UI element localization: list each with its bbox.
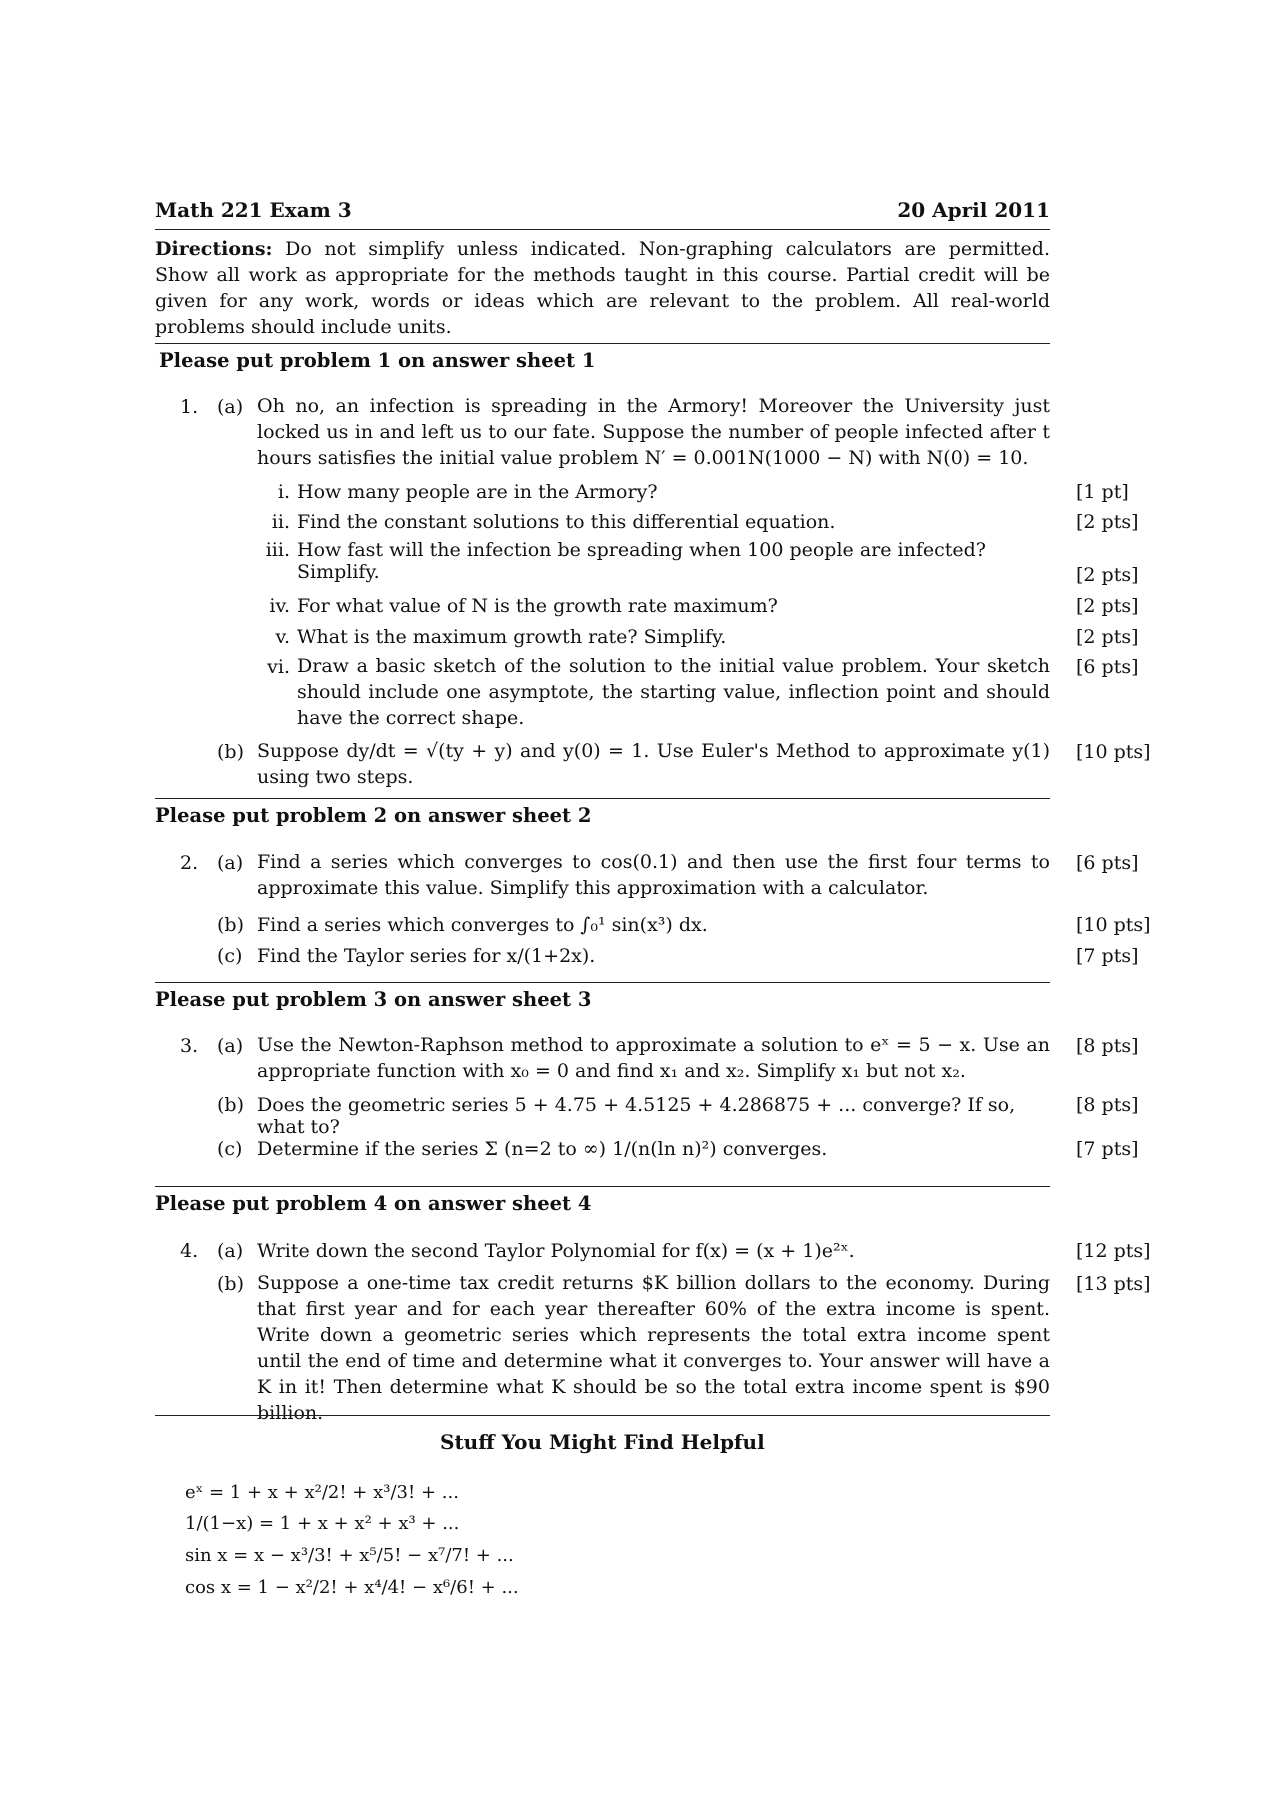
problem-1a-iii-text: How fast will the infection be spreading when 100 people are infected? Simplify. <box>297 539 986 583</box>
problem-4a-label: (a) <box>217 1240 244 1262</box>
section-rule-3 <box>155 982 1050 983</box>
problem-3c-text: Determine if the series Σ (n=2 to ∞) 1/(n(ln n)²) converges. <box>257 1138 828 1160</box>
problem-2a-points: [6 pts] <box>1076 852 1139 874</box>
directions-text: Do not simplify unless indicated. Non-graphing calculators are permitted. Show all work as appropriate for the methods taught in this course. Partial credit will be given for any work, words or ideas which are relevant to the problem. All real-world problems should include units. <box>155 238 1050 338</box>
problem-3b-label: (b) <box>217 1094 244 1116</box>
problem-1a-vi-points: [6 pts] <box>1076 656 1139 678</box>
problem-1b-points: [10 pts] <box>1076 741 1151 763</box>
section-rule-4 <box>155 1186 1050 1187</box>
problem-1a-iii-label: iii. <box>265 539 290 561</box>
header-rule <box>155 229 1050 230</box>
problem-2c-text: Find the Taylor series for x/(1+2x). <box>257 945 596 967</box>
formula-geometric: 1/(1−x) = 1 + x + x² + x³ + ... <box>185 1513 460 1534</box>
problem-2b-points: [10 pts] <box>1076 914 1151 936</box>
helpful-rule <box>155 1415 1050 1416</box>
section-heading-2: Please put problem 2 on answer sheet 2 <box>155 804 592 827</box>
helpful-title: Stuff You Might Find Helpful <box>440 1430 765 1454</box>
problem-4a-points: [12 pts] <box>1076 1240 1151 1262</box>
exam-title: Math 221 Exam 3 <box>155 198 352 222</box>
problem-4b-points: [13 pts] <box>1076 1273 1151 1295</box>
problem-1-number: 1. <box>180 396 199 418</box>
section-heading-4: Please put problem 4 on answer sheet 4 <box>155 1192 592 1215</box>
directions <box>155 236 1050 340</box>
problem-3b-text: Does the geometric series 5 + 4.75 + 4.5125 + 4.286875 + ... converge? If so, what to? <box>257 1094 1016 1138</box>
formula-exp: eˣ = 1 + x + x²/2! + x³/3! + ... <box>185 1482 459 1503</box>
problem-1a-v-text: What is the maximum growth rate? Simplify. <box>297 626 727 648</box>
problem-1a-text: Oh no, an infection is spreading in the Armory! Moreover the University just locked us in and left us to our fate. Suppose the number of people infected after t hours satisfies the initial value problem N′ = 0.001N(1000 − N) with N(0) = 10. <box>257 395 1050 469</box>
problem-3c-label: (c) <box>217 1138 243 1160</box>
problem-2-number: 2. <box>180 852 199 874</box>
problem-2c-points: [7 pts] <box>1076 945 1139 967</box>
problem-1a-ii-text: Find the constant solutions to this differential equation. <box>297 511 836 533</box>
problem-1a-ii-label: ii. <box>271 511 290 533</box>
problem-1a-i-points: [1 pt] <box>1076 481 1129 503</box>
problem-4a-text: Write down the second Taylor Polynomial for f(x) = (x + 1)e²ˣ. <box>257 1240 855 1262</box>
problem-1a-vi-label: vi. <box>267 656 290 678</box>
problem-3b-points: [8 pts] <box>1076 1094 1139 1116</box>
problem-1b-text: Suppose dy/dt = √(ty + y) and y(0) = 1. Use Euler's Method to approximate y(1) using two steps. <box>257 740 1050 788</box>
problem-1a-vi-text: Draw a basic sketch of the solution to the initial value problem. Your sketch should include one asymptote, the starting value, inflection point and should have the correct shape. <box>297 655 1050 729</box>
problem-1a-v-points: [2 pts] <box>1076 626 1139 648</box>
problem-1a-iv-label: iv. <box>269 595 290 617</box>
section-rule-2 <box>155 798 1050 799</box>
problem-1a-i-label: i. <box>277 481 290 503</box>
problem-2c-label: (c) <box>217 945 243 967</box>
problem-3a-text: Use the Newton-Raphson method to approximate a solution to eˣ = 5 − x. Use an appropriate function with x₀ = 0 and find x₁ and x₂. Simplify x₁ but not x₂. <box>257 1034 1050 1082</box>
problem-1a-i-text: How many people are in the Armory? <box>297 481 658 503</box>
section-rule-1 <box>155 343 1050 344</box>
problem-4b-label: (b) <box>217 1273 244 1295</box>
problem-1a-v-label: v. <box>275 626 290 648</box>
problem-4-number: 4. <box>180 1240 199 1262</box>
exam-date: 20 April 2011 <box>897 198 1050 222</box>
section-heading-3: Please put problem 3 on answer sheet 3 <box>155 988 592 1011</box>
formula-cos: cos x = 1 − x²/2! + x⁴/4! − x⁶/6! + ... <box>185 1577 519 1598</box>
problem-1b-label: (b) <box>217 741 244 763</box>
problem-3c-points: [7 pts] <box>1076 1138 1139 1160</box>
problem-1a-ii-points: [2 pts] <box>1076 511 1139 533</box>
problem-4b-text: Suppose a one-time tax credit returns $K billion dollars to the economy. During that first year and for each year thereafter 60% of the extra income is spent. Write down a geometric series which represents the total extra income spent until the end of time and determine what it converges to. Your answer will have a K in it! Then determine what K should be so the total extra income spent is $90 billion. <box>257 1272 1050 1424</box>
problem-1a-iii-points: [2 pts] <box>1076 564 1139 586</box>
problem-2b-text: Find a series which converges to ∫₀¹ sin(x³) dx. <box>257 914 708 936</box>
problem-2b-label: (b) <box>217 914 244 936</box>
problem-1a-label: (a) <box>217 396 244 418</box>
problem-3a-label: (a) <box>217 1035 244 1057</box>
problem-2a-label: (a) <box>217 852 244 874</box>
problem-1a-iv-text: For what value of N is the growth rate maximum? <box>297 595 778 617</box>
formula-sin: sin x = x − x³/3! + x⁵/5! − x⁷/7! + ... <box>185 1545 514 1566</box>
problem-3a-points: [8 pts] <box>1076 1035 1139 1057</box>
directions-label: Directions: <box>155 238 273 260</box>
section-heading-1: Please put problem 1 on answer sheet 1 <box>159 349 596 372</box>
problem-2a-text: Find a series which converges to cos(0.1) and then use the first four terms to approximate this value. Simplify this approximation with a calculator. <box>257 851 1050 899</box>
problem-1a-iv-points: [2 pts] <box>1076 595 1139 617</box>
problem-3-number: 3. <box>180 1035 199 1057</box>
